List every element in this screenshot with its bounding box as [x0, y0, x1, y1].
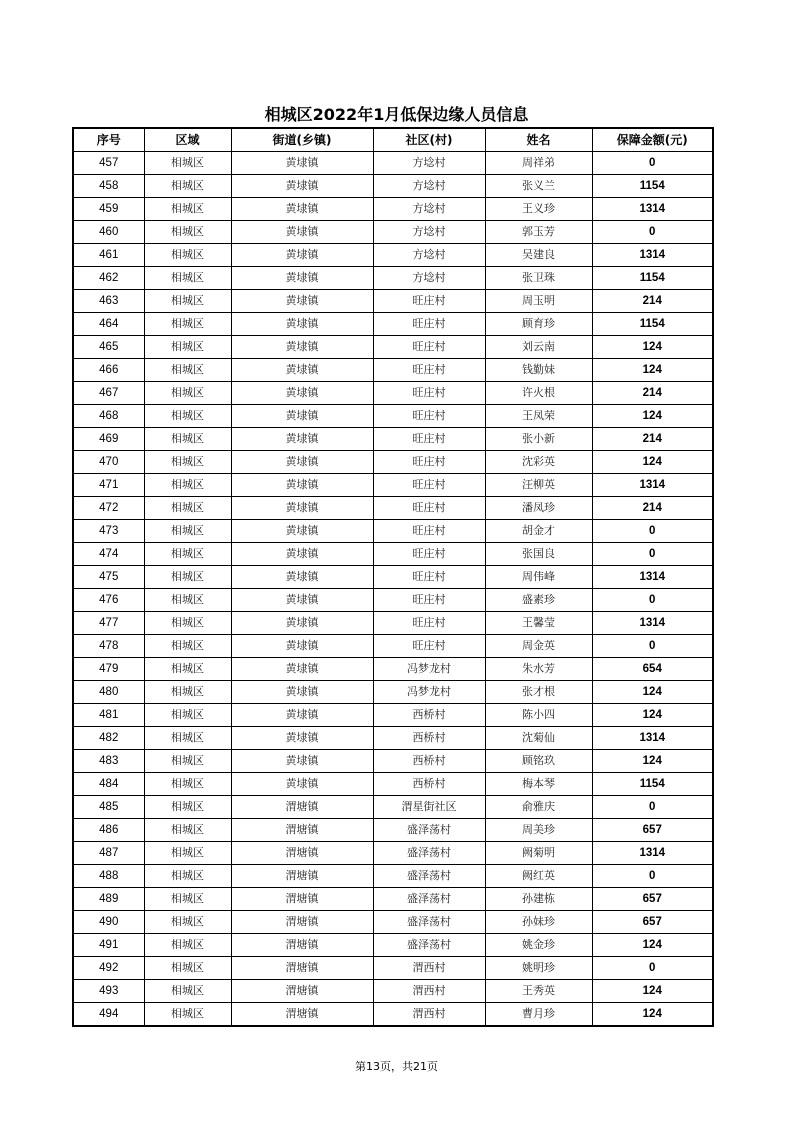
cell-amount: 214 [592, 428, 713, 451]
cell-community: 渭西村 [373, 980, 485, 1003]
cell-community: 冯梦龙村 [373, 658, 485, 681]
cell-street: 黄埭镇 [231, 428, 373, 451]
cell-name: 王秀英 [485, 980, 592, 1003]
cell-community: 方埝村 [373, 198, 485, 221]
cell-name: 潘凤珍 [485, 497, 592, 520]
cell-community: 旺庄村 [373, 543, 485, 566]
cell-district: 相城区 [144, 313, 231, 336]
cell-community: 盛泽荡村 [373, 888, 485, 911]
cell-amount: 1154 [592, 773, 713, 796]
header-amount: 保障金额(元) [592, 128, 713, 152]
cell-community: 旺庄村 [373, 336, 485, 359]
table-row [73, 796, 713, 819]
cell-name: 周金英 [485, 635, 592, 658]
cell-name: 郭玉芳 [485, 221, 592, 244]
cell-community: 盛泽荡村 [373, 819, 485, 842]
cell-amount: 124 [592, 934, 713, 957]
table-row [73, 681, 713, 704]
cell-street: 黄埭镇 [231, 198, 373, 221]
cell-street: 黄埭镇 [231, 681, 373, 704]
cell-index: 463 [73, 290, 144, 313]
cell-community: 方埝村 [373, 267, 485, 290]
cell-district: 相城区 [144, 382, 231, 405]
cell-index: 472 [73, 497, 144, 520]
cell-name: 张才根 [485, 681, 592, 704]
cell-district: 相城区 [144, 474, 231, 497]
table-row [73, 727, 713, 750]
cell-name: 阙红英 [485, 865, 592, 888]
header-street: 街道(乡镇) [231, 128, 373, 152]
table-row [73, 474, 713, 497]
cell-district: 相城区 [144, 566, 231, 589]
cell-community: 渭星街社区 [373, 796, 485, 819]
cell-name: 姚明珍 [485, 957, 592, 980]
table-row [73, 842, 713, 865]
cell-index: 462 [73, 267, 144, 290]
table-row [73, 888, 713, 911]
cell-amount: 0 [592, 520, 713, 543]
cell-index: 484 [73, 773, 144, 796]
cell-community: 旺庄村 [373, 405, 485, 428]
cell-street: 黄埭镇 [231, 405, 373, 428]
cell-index: 485 [73, 796, 144, 819]
cell-district: 相城区 [144, 750, 231, 773]
cell-street: 渭塘镇 [231, 934, 373, 957]
cell-index: 465 [73, 336, 144, 359]
cell-amount: 1154 [592, 313, 713, 336]
cell-street: 黄埭镇 [231, 451, 373, 474]
table-row [73, 336, 713, 359]
cell-name: 朱水芳 [485, 658, 592, 681]
cell-index: 477 [73, 612, 144, 635]
cell-community: 旺庄村 [373, 635, 485, 658]
cell-street: 渭塘镇 [231, 796, 373, 819]
cell-community: 旺庄村 [373, 566, 485, 589]
cell-amount: 124 [592, 405, 713, 428]
cell-community: 方埝村 [373, 152, 485, 175]
table-row [73, 267, 713, 290]
cell-amount: 0 [592, 589, 713, 612]
cell-name: 姚金珍 [485, 934, 592, 957]
cell-district: 相城区 [144, 934, 231, 957]
cell-name: 张小新 [485, 428, 592, 451]
table-row [73, 198, 713, 221]
cell-district: 相城区 [144, 359, 231, 382]
cell-name: 王馨莹 [485, 612, 592, 635]
cell-index: 470 [73, 451, 144, 474]
table-row [73, 497, 713, 520]
cell-name: 吴建良 [485, 244, 592, 267]
cell-name: 阙菊明 [485, 842, 592, 865]
cell-index: 458 [73, 175, 144, 198]
cell-index: 493 [73, 980, 144, 1003]
cell-community: 西桥村 [373, 773, 485, 796]
cell-community: 旺庄村 [373, 497, 485, 520]
cell-district: 相城区 [144, 842, 231, 865]
cell-index: 479 [73, 658, 144, 681]
cell-community: 西桥村 [373, 750, 485, 773]
table-row [73, 520, 713, 543]
cell-index: 494 [73, 1003, 144, 1027]
table-row [73, 589, 713, 612]
cell-community: 方埝村 [373, 175, 485, 198]
cell-street: 黄埭镇 [231, 658, 373, 681]
cell-district: 相城区 [144, 152, 231, 175]
table-row [73, 543, 713, 566]
cell-amount: 1314 [592, 612, 713, 635]
cell-street: 黄埭镇 [231, 175, 373, 198]
cell-community: 旺庄村 [373, 474, 485, 497]
cell-district: 相城区 [144, 980, 231, 1003]
cell-street: 黄埭镇 [231, 566, 373, 589]
table-row [73, 750, 713, 773]
table-row [73, 175, 713, 198]
cell-street: 黄埭镇 [231, 244, 373, 267]
header-community: 社区(村) [373, 128, 485, 152]
table-row [73, 359, 713, 382]
header-index: 序号 [73, 128, 144, 152]
cell-street: 黄埭镇 [231, 520, 373, 543]
cell-index: 489 [73, 888, 144, 911]
cell-district: 相城区 [144, 175, 231, 198]
cell-community: 旺庄村 [373, 451, 485, 474]
table-row [73, 290, 713, 313]
header-district: 区域 [144, 128, 231, 152]
cell-index: 460 [73, 221, 144, 244]
cell-name: 顾育珍 [485, 313, 592, 336]
cell-index: 473 [73, 520, 144, 543]
table-row [73, 865, 713, 888]
cell-community: 盛泽荡村 [373, 911, 485, 934]
cell-amount: 0 [592, 635, 713, 658]
cell-district: 相城区 [144, 865, 231, 888]
cell-name: 盛素珍 [485, 589, 592, 612]
cell-street: 渭塘镇 [231, 957, 373, 980]
cell-district: 相城区 [144, 451, 231, 474]
table-row [73, 658, 713, 681]
cell-name: 周玉明 [485, 290, 592, 313]
table-row [73, 635, 713, 658]
cell-name: 孙妹珍 [485, 911, 592, 934]
cell-amount: 654 [592, 658, 713, 681]
page-title: 相城区2022年1月低保边缘人员信息 [264, 105, 529, 124]
cell-district: 相城区 [144, 819, 231, 842]
cell-index: 488 [73, 865, 144, 888]
data-table [72, 127, 714, 1027]
cell-amount: 0 [592, 221, 713, 244]
cell-district: 相城区 [144, 773, 231, 796]
cell-index: 457 [73, 152, 144, 175]
cell-name: 顾铭玖 [485, 750, 592, 773]
cell-district: 相城区 [144, 635, 231, 658]
cell-name: 汪柳英 [485, 474, 592, 497]
cell-amount: 1154 [592, 175, 713, 198]
cell-community: 旺庄村 [373, 290, 485, 313]
cell-district: 相城区 [144, 796, 231, 819]
cell-community: 旺庄村 [373, 428, 485, 451]
cell-district: 相城区 [144, 957, 231, 980]
cell-street: 黄埭镇 [231, 221, 373, 244]
cell-index: 486 [73, 819, 144, 842]
cell-street: 黄埭镇 [231, 336, 373, 359]
table-row [73, 704, 713, 727]
cell-amount: 124 [592, 704, 713, 727]
cell-district: 相城区 [144, 428, 231, 451]
cell-street: 黄埭镇 [231, 313, 373, 336]
cell-amount: 124 [592, 336, 713, 359]
table-row [73, 152, 713, 175]
cell-index: 469 [73, 428, 144, 451]
cell-index: 478 [73, 635, 144, 658]
cell-street: 黄埭镇 [231, 290, 373, 313]
cell-district: 相城区 [144, 198, 231, 221]
cell-name: 王凤荣 [485, 405, 592, 428]
cell-index: 492 [73, 957, 144, 980]
cell-street: 黄埭镇 [231, 612, 373, 635]
cell-community: 方埝村 [373, 244, 485, 267]
cell-name: 沈彩英 [485, 451, 592, 474]
cell-community: 冯梦龙村 [373, 681, 485, 704]
cell-community: 盛泽荡村 [373, 865, 485, 888]
cell-index: 459 [73, 198, 144, 221]
cell-street: 黄埭镇 [231, 750, 373, 773]
cell-district: 相城区 [144, 290, 231, 313]
table-row [73, 566, 713, 589]
cell-district: 相城区 [144, 267, 231, 290]
cell-name: 刘云南 [485, 336, 592, 359]
cell-index: 476 [73, 589, 144, 612]
cell-name: 周祥弟 [485, 152, 592, 175]
cell-index: 490 [73, 911, 144, 934]
cell-index: 468 [73, 405, 144, 428]
table-row [73, 773, 713, 796]
cell-name: 张卫珠 [485, 267, 592, 290]
cell-street: 黄埭镇 [231, 727, 373, 750]
cell-street: 黄埭镇 [231, 543, 373, 566]
cell-amount: 214 [592, 497, 713, 520]
cell-name: 张国良 [485, 543, 592, 566]
table-header-row [73, 128, 713, 152]
cell-amount: 1154 [592, 267, 713, 290]
cell-index: 475 [73, 566, 144, 589]
cell-street: 黄埭镇 [231, 359, 373, 382]
cell-street: 黄埭镇 [231, 152, 373, 175]
cell-community: 渭西村 [373, 957, 485, 980]
cell-amount: 1314 [592, 727, 713, 750]
cell-amount: 0 [592, 796, 713, 819]
cell-name: 孙建栋 [485, 888, 592, 911]
cell-district: 相城区 [144, 589, 231, 612]
cell-amount: 657 [592, 911, 713, 934]
cell-amount: 1314 [592, 474, 713, 497]
table-row [73, 382, 713, 405]
table-row [73, 405, 713, 428]
table-row [73, 451, 713, 474]
cell-amount: 124 [592, 451, 713, 474]
cell-amount: 124 [592, 980, 713, 1003]
cell-community: 旺庄村 [373, 359, 485, 382]
cell-community: 方埝村 [373, 221, 485, 244]
cell-amount: 1314 [592, 566, 713, 589]
cell-index: 467 [73, 382, 144, 405]
table-row [73, 980, 713, 1003]
cell-community: 西桥村 [373, 727, 485, 750]
cell-index: 487 [73, 842, 144, 865]
cell-index: 471 [73, 474, 144, 497]
table-row [73, 221, 713, 244]
cell-amount: 0 [592, 865, 713, 888]
cell-index: 464 [73, 313, 144, 336]
cell-index: 474 [73, 543, 144, 566]
cell-name: 王义珍 [485, 198, 592, 221]
table-row [73, 1003, 713, 1027]
cell-district: 相城区 [144, 244, 231, 267]
cell-district: 相城区 [144, 1003, 231, 1027]
cell-amount: 1314 [592, 198, 713, 221]
cell-community: 旺庄村 [373, 520, 485, 543]
cell-name: 钱勤妹 [485, 359, 592, 382]
table-row [73, 612, 713, 635]
cell-district: 相城区 [144, 497, 231, 520]
table-row [73, 244, 713, 267]
cell-district: 相城区 [144, 405, 231, 428]
cell-amount: 124 [592, 681, 713, 704]
cell-street: 黄埭镇 [231, 704, 373, 727]
cell-district: 相城区 [144, 727, 231, 750]
cell-street: 黄埭镇 [231, 773, 373, 796]
cell-amount: 0 [592, 543, 713, 566]
cell-community: 旺庄村 [373, 589, 485, 612]
cell-street: 黄埭镇 [231, 474, 373, 497]
cell-street: 渭塘镇 [231, 980, 373, 1003]
cell-street: 黄埭镇 [231, 497, 373, 520]
header-name: 姓名 [485, 128, 592, 152]
cell-community: 西桥村 [373, 704, 485, 727]
cell-index: 461 [73, 244, 144, 267]
cell-street: 渭塘镇 [231, 888, 373, 911]
cell-community: 盛泽荡村 [373, 842, 485, 865]
table-row [73, 313, 713, 336]
cell-district: 相城区 [144, 681, 231, 704]
cell-name: 周伟峰 [485, 566, 592, 589]
cell-street: 黄埭镇 [231, 589, 373, 612]
cell-index: 466 [73, 359, 144, 382]
cell-community: 渭西村 [373, 1003, 485, 1027]
table-body [73, 152, 713, 1027]
cell-amount: 657 [592, 819, 713, 842]
cell-district: 相城区 [144, 658, 231, 681]
cell-amount: 124 [592, 359, 713, 382]
cell-district: 相城区 [144, 543, 231, 566]
cell-street: 黄埭镇 [231, 382, 373, 405]
cell-amount: 1314 [592, 842, 713, 865]
cell-index: 481 [73, 704, 144, 727]
cell-amount: 1314 [592, 244, 713, 267]
cell-street: 渭塘镇 [231, 1003, 373, 1027]
cell-street: 渭塘镇 [231, 819, 373, 842]
cell-name: 胡金才 [485, 520, 592, 543]
cell-amount: 124 [592, 1003, 713, 1027]
cell-district: 相城区 [144, 612, 231, 635]
cell-name: 梅本琴 [485, 773, 592, 796]
cell-street: 渭塘镇 [231, 911, 373, 934]
cell-community: 盛泽荡村 [373, 934, 485, 957]
cell-street: 渭塘镇 [231, 865, 373, 888]
cell-community: 旺庄村 [373, 313, 485, 336]
cell-amount: 214 [592, 290, 713, 313]
cell-name: 张义兰 [485, 175, 592, 198]
table-row [73, 957, 713, 980]
cell-amount: 657 [592, 888, 713, 911]
cell-district: 相城区 [144, 336, 231, 359]
cell-index: 483 [73, 750, 144, 773]
cell-name: 俞雅庆 [485, 796, 592, 819]
page-footer: 第13页，共21页 [355, 1060, 438, 1073]
table-row [73, 911, 713, 934]
table-row [73, 819, 713, 842]
cell-district: 相城区 [144, 704, 231, 727]
cell-name: 许火根 [485, 382, 592, 405]
cell-street: 黄埭镇 [231, 635, 373, 658]
cell-name: 周美珍 [485, 819, 592, 842]
cell-street: 渭塘镇 [231, 842, 373, 865]
cell-community: 旺庄村 [373, 382, 485, 405]
cell-index: 480 [73, 681, 144, 704]
cell-name: 曹月珍 [485, 1003, 592, 1027]
cell-district: 相城区 [144, 888, 231, 911]
cell-district: 相城区 [144, 221, 231, 244]
cell-street: 黄埭镇 [231, 267, 373, 290]
cell-amount: 0 [592, 957, 713, 980]
cell-district: 相城区 [144, 520, 231, 543]
cell-amount: 124 [592, 750, 713, 773]
cell-amount: 214 [592, 382, 713, 405]
table-row [73, 428, 713, 451]
cell-name: 沈菊仙 [485, 727, 592, 750]
cell-amount: 0 [592, 152, 713, 175]
cell-community: 旺庄村 [373, 612, 485, 635]
cell-index: 491 [73, 934, 144, 957]
cell-index: 482 [73, 727, 144, 750]
cell-name: 陈小四 [485, 704, 592, 727]
cell-district: 相城区 [144, 911, 231, 934]
table-row [73, 934, 713, 957]
